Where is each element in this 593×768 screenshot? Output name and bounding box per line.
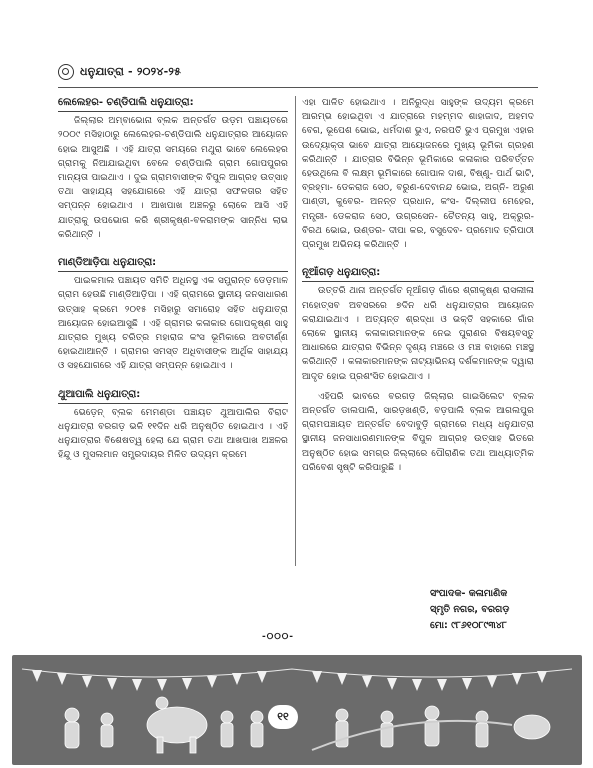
page-header xyxy=(58,60,538,84)
section-body-mandiadipa: ପାଇକମାଲ ପଞ୍ଚାୟତ ସମିତି ଅଧିନସ୍ଥ ଏକ ସମ୍ଭ୍ରାନ୍ତ ଡେଡ଼ମାଳ ଗ୍ରାମ ହେଉଛି ମାଣ୍ଡିଆଡ଼ିପା । ଏହି ଗ୍ରାମରେ ସ୍ଥାନୀୟ ଜନସାଧାରଣ ଉତ୍ସାହ କ୍ରମେ ୨୦୧୫ ମସିହାରୁ ସମାରୋହ ସହିତ ଧନୁଯାତ୍ରା ଆୟୋଜନ ହୋଇଆସୁଛି । ଏହି ଗ୍ରାମର କଳାକାର ଗୋପକୃଷ୍ଣ ସାହୁ ଯାତ୍ରାର ମୁଖ୍ୟ ଚରିତ୍ର ମହାରାଜ କଂସ ଭୂମିକାରେ ଅବତୀର୍ଣ୍ଣ ହୋଇଥାଆନ୍ତି । ଗ୍ରାମର ସମସ୍ତ ଅଧିବାସୀଙ୍କ ଆର୍ଥିକ ସାହାଯ୍ୟ ଓ ସହଯୋଗରେ ଏହି ଯାତ୍ରା ସମ୍ପନ୍ନ ହୋଇଥାଏ । xyxy=(58,275,288,372)
section-title-nuagarh: ନୂଆଁଗଡ଼ ଧନୁଯାତ୍ରା: xyxy=(302,266,534,282)
signature-phone: ମୋ: ୯୮୬୧୦୮୯୩୪୮ xyxy=(430,620,507,631)
section-body-nuagarh: ଉତ୍ତରି ଥାନା ଅନ୍ତର୍ଗତ ନୂଆଁଗଡ଼ ଗାଁରେ ଶ୍ରୀକୃଷ୍ଣ ରାସଲୀଳା ମହୋତ୍ସବ ଅବସରରେ ୭ଦିନ ଧରି ଧନୁଯାତ୍ରାର ଆୟୋଜନ କରାଯାଇଥାଏ । ଅତ୍ୟନ୍ତ ଶ୍ରଦ୍ଧା ଓ ଭକ୍ତି ସହକାରେ ଗାଁର ଲୋକେ ସ୍ଥାନୀୟ କଳାକାରମାନଙ୍କ ନେଇ ପୁରାଣର ବିଷୟବସ୍ତୁ ଆଧାରରେ ଯାତ୍ରାର ବିଭିନ୍ନ ଦୃଶ୍ୟ ମଞ୍ଚରେ ଓ ମଞ୍ଚ ବାହାରେ ମଞ୍ଚସ୍ଥ କରିଥାନ୍ତି । କଳାକାରମାନଙ୍କ ନାଟ୍ୟାଭିନୟ ଦର୍ଶକମାନଙ୍କ ଦ୍ୱାରା ଆଦୃତ ହୋଇ ପ୍ରଶଂସିତ ହୋଇଥାଏ । xyxy=(302,285,534,382)
festival-illustration xyxy=(12,655,582,765)
section-title-mandiadipa: ମାଣ୍ଡିଆଡ଼ିପା ଧନୁଯାତ୍ରା: xyxy=(58,256,288,272)
section-title-lelehar: ଲେଲେହର- ଚଣ୍ଡିପାଲି ଧନୁଯାତ୍ରା: xyxy=(58,96,288,112)
footer-illustration xyxy=(12,655,582,765)
column-divider xyxy=(295,96,296,566)
header-title: ଧନୁଯାତ୍ରା - ୨୦୨୪-୨୫ xyxy=(80,65,182,78)
section-title-thuapali: ଥୁଆପାଲି ଧନୁଯାତ୍ରା: xyxy=(58,388,288,404)
right-column xyxy=(302,96,534,481)
signature-editor: ସଂପାଦକ- କଳାମାଣିକ xyxy=(430,588,508,599)
section-body-thuapali: ଭେଡ଼େନ୍ ବ୍ଲକ ମେମଣ୍ଡା ପଞ୍ଚାୟତ ଥୁଆପାଲିର ବିରାଟ ଧନୁଯାତ୍ରା ବରଗଡ଼ ଭଳି ୧୧ଦିନ ଧରି ଅନୁଷ୍ଠିତ ହୋଇଥାଏ । ଏହି ଧନୁଯାତ୍ରାର ବିଶେଷତ୍ୱ ହେଲା ଯେ ଗ୍ରାମ ତଥା ଆଖପାଖ ଅଞ୍ଚଳର ହିନ୍ଦୁ ଓ ମୁସଲମାନ ସମ୍ପ୍ରଦାୟର ମିଳିତ ଉଦ୍ୟମ କ୍ରମେ xyxy=(58,406,288,461)
section-body-thuapali-cont: ଏହା ପାଳିତ ହୋଇଥାଏ । ଅନିରୁଦ୍ଧ ସାହୁଙ୍କ ଉଦ୍ୟମ କ୍ରମେ ଆରମ୍ଭ ହୋଇଥିବା ଏ ଯାତ୍ରାରେ ମହମ୍ମଦ ଶାହାଜାଦ, ଅହମଦ ବେଗ, ଭୂପେଶ ଭୋଇ, ଧର୍ମଦାଶ ଭୁଏ, ନରପତି ଭୁଏ ପ୍ରମୁଖ ଏହାର ଉଦ୍ୟୋକ୍ତା ଭାବେ ଯାତ୍ରା ଆୟୋଜନରେ ମୁଖ୍ୟ ଭୂମିକା ଗ୍ରହଣ କରିଥାନ୍ତି । ଯାତ୍ରାର ବିଭିନ୍ନ ଭୂମିକାରେ କଳାକାର ପରିବର୍ତ୍ତନ ହେଉଥିଲେ ବି ଲକ୍ଷ୍ମ ଭୂମିକାରେ ଗୋପାଳ ଦାଶ, ବିଷ୍ଣୁ- ପାର୍ଥ ଭାଟି, ବ୍ରହ୍ମା- ଡେକରାଜ ସେଠ, ବରୁଣ-ଦେବାନନ୍ଦ ଭୋଇ, ଅଗ୍ନି- ଅରୁଣ ପାଣ୍ଡୀ, କୁବେର- ଅନନ୍ତ ପ୍ରଧାନ, କଂସ- ଦିଲ୍ଲୀପ ମେହେର, ମନ୍ତ୍ରୀ- ଡେକରାଜ ସେଠ, ଉଗ୍ରସେନ- ଚୈତନ୍ୟ ସାହୁ, ଅକ୍ରୁର- ବିରଥ ଭୋଇ, ଉଣ୍ଡର- ଦୀପା କର, ବସୁଦେବ- ପ୍ରମୋଦ ତ୍ରିପାଠୀ ପ୍ରମୁଖ ଅଭିନୟ କରିଥାନ୍ତି । xyxy=(302,97,534,251)
section-body-lelehar: ଜିଲ୍ଲାର ଅମ୍ବାଭୋନା ବ୍ଲକ ଅନ୍ତର୍ଗତ ଉଡ଼ମ ପଞ୍ଚାୟତରେ ୨୦୦୯ ମସିହାଠାରୁ ଲେଲେହର-ଚଣ୍ଡିପାଲି ଧନୁଯାତ୍ରାର ଆୟୋଜନ ହୋଇ ଆସୁଅଛି । ଏହି ଯାତ୍ରା ସମୟରେ ମଥୁରା ଭାବେ ଲେଲେହର ଗ୍ରାମକୁ ନିଆଯାଇଥିବା ବେଳେ ଚଣ୍ଡିପାଲି ଗ୍ରାମ ଗୋପପୁରର ମାନ୍ୟତା ପାଇଥାଏ । ଦୁଇ ଗ୍ରାମବାସୀଙ୍କ ବିପୁଳ ଆଗ୍ରହ ଉତ୍ସାହ ତଥା ସାହାଯ୍ୟ ସହଯୋଗରେ ଏହି ଯାତ୍ରା ସଫଳତାର ସହିତ ସମ୍ପନ୍ନ ହୋଇଥାଏ । ଆଖପାଖ ଅଞ୍ଚଳରୁ ଲୋକେ ଆସି ଏହି ଯାତ୍ରାକୁ ଉପଭୋଗ କରି ଶ୍ରୀକୃଷ୍ଣ-ବଳରାମଙ୍କ ସାନ୍ନିଧ ଲାଭ କରିଥାନ୍ତି । xyxy=(58,115,288,240)
page-number: ୧୧ xyxy=(268,705,298,729)
end-separator: -୦୦୦- xyxy=(262,632,295,642)
section-body-conclusion: ଏହିପରି ଭାବରେ ବରଗଡ଼ ଜିଲ୍ଲାର ଗାଇସିଲେଟ ବ୍ଲକ ଅନ୍ତର୍ଗତ ଡାଲପାଲି, ସାରଡ଼ଖଣ୍ଡି, ବଡ଼ପାଲି ବ୍ଲକ ଆଗଲପୁର ଗ୍ରାମପଞ୍ଚାୟତ ଅନ୍ତର୍ଗତ ବେଦାବୁଡ଼ି ଗ୍ରାମରେ ମଧ୍ୟ ଧନୁଯାତ୍ରା ସ୍ଥାନୀୟ ଜନସାଧାରଣମାନଙ୍କ ବିପୁଳ ଆଗ୍ରହ ଉତ୍ସାହ ଭିତରେ ଅନୁଷ୍ଠିତ ହୋଇ ସମଗ୍ର ଜିଲ୍ଲାରେ ପୌରାଣିକ ତଥା ଆଧ୍ୟାତ୍ମିକ ପରିବେଶ ସୃଷ୍ଟି କରିପାରୁଛି । xyxy=(302,390,534,473)
emblem-icon xyxy=(58,64,74,80)
left-column xyxy=(58,96,288,469)
header-rule xyxy=(58,87,538,88)
signature-address: ସ୍ମୃତି ନଗର, ବରଗଡ଼ xyxy=(430,604,510,615)
